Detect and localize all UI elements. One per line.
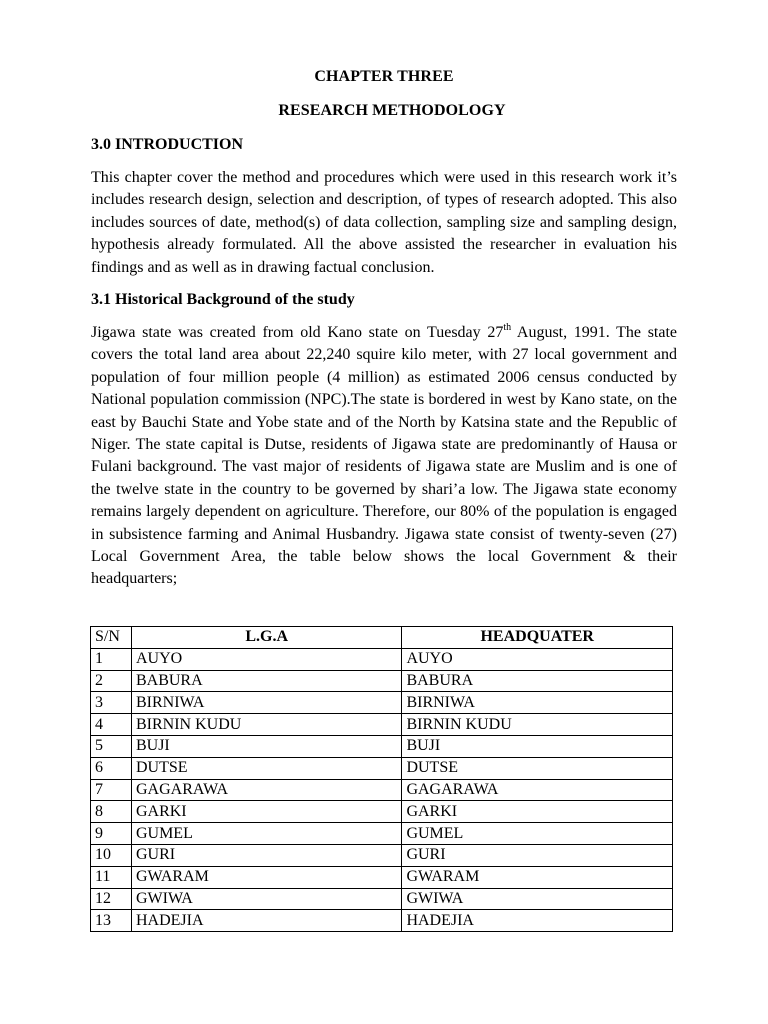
cell-lga: DUTSE xyxy=(131,757,401,779)
table-row xyxy=(91,714,673,736)
cell-lga: GARKI xyxy=(131,801,401,823)
cell-sn: 12 xyxy=(91,888,132,910)
table-row xyxy=(91,735,673,757)
cell-headquarter: GWARAM xyxy=(402,866,673,888)
cell-lga: BIRNIN KUDU xyxy=(131,714,401,736)
cell-sn: 6 xyxy=(91,757,132,779)
table-body xyxy=(91,648,673,931)
cell-lga: AUYO xyxy=(131,648,401,670)
chapter-subtitle: RESEARCH METHODOLOGY xyxy=(278,102,506,119)
header-lga: L.G.A xyxy=(131,627,401,649)
cell-headquarter: DUTSE xyxy=(402,757,673,779)
table-row xyxy=(91,692,673,714)
cell-lga: HADEJIA xyxy=(131,910,401,932)
cell-sn: 13 xyxy=(91,910,132,932)
cell-sn: 4 xyxy=(91,714,132,736)
cell-sn: 3 xyxy=(91,692,132,714)
intro-paragraph: This chapter cover the method and procedures which were used in this research work it’s includes research design, selection and description, of types of research adopted. This also includes sources of date, method(s) of data collection, sampling size and sampling design, hypothesis already formulated. All the above assisted the researcher in evaluation his findings and as well as in drawing factual conclusion. xyxy=(91,169,677,276)
cell-headquarter: BIRNIWA xyxy=(402,692,673,714)
intro-heading: 3.0 INTRODUCTION xyxy=(91,136,244,153)
cell-headquarter: GUMEL xyxy=(402,823,673,845)
table-row xyxy=(91,844,673,866)
header-sn: S/N xyxy=(91,627,132,649)
history-text-rest: August, 1991. The state covers the total land area about 22,240 squire kilo meter, with 27 local government and population of four million people (4 million) as estimated 2006 census conducted by National population commission (NPC).The state is bordered in west by Kano state, on the east by Bauchi State and Yobe state and of the North by Katsina state and the Republic of Niger. The state capital is Dutse, residents of Jigawa state are predominantly of Hausa or Fulani background. The vast major of residents of Jigawa state are Muslim and is one of the twelve state in the country to be governed by shari’a low. The Jigawa state economy remains largely dependent on agriculture. Therefore, our 80% of the population is engaged in subsistence farming and Animal Husbandry. Jigawa state consist of twenty-seven (27) Local Government Area, the table below shows the local Government & their headquarters; xyxy=(91,324,678,588)
chapter-title: CHAPTER THREE xyxy=(314,68,454,85)
cell-headquarter: HADEJIA xyxy=(402,910,673,932)
history-text-start: Jigawa state was created from old Kano state on Tuesday 27 xyxy=(91,324,504,341)
cell-sn: 8 xyxy=(91,801,132,823)
cell-sn: 9 xyxy=(91,823,132,845)
cell-headquarter: BUJI xyxy=(402,735,673,757)
table-row xyxy=(91,910,673,932)
cell-sn: 5 xyxy=(91,735,132,757)
cell-sn: 2 xyxy=(91,670,132,692)
cell-lga: GWARAM xyxy=(131,866,401,888)
cell-headquarter: AUYO xyxy=(402,648,673,670)
table-row xyxy=(91,757,673,779)
table-row xyxy=(91,823,673,845)
lga-table xyxy=(90,626,673,932)
cell-headquarter: GURI xyxy=(402,844,673,866)
table-header-row xyxy=(91,627,673,649)
table-row xyxy=(91,888,673,910)
cell-lga: GWIWA xyxy=(131,888,401,910)
cell-lga: BABURA xyxy=(131,670,401,692)
table-row xyxy=(91,779,673,801)
table-row xyxy=(91,801,673,823)
cell-sn: 7 xyxy=(91,779,132,801)
header-headquarter: HEADQUATER xyxy=(402,627,673,649)
cell-lga: BUJI xyxy=(131,735,401,757)
cell-lga: BIRNIWA xyxy=(131,692,401,714)
history-paragraph xyxy=(91,322,677,591)
table-row xyxy=(91,670,673,692)
cell-lga: GUMEL xyxy=(131,823,401,845)
table-row xyxy=(91,648,673,670)
cell-sn: 10 xyxy=(91,844,132,866)
table-row xyxy=(91,866,673,888)
cell-headquarter: BIRNIN KUDU xyxy=(402,714,673,736)
cell-lga: GURI xyxy=(131,844,401,866)
cell-sn: 1 xyxy=(91,648,132,670)
cell-lga: GAGARAWA xyxy=(131,779,401,801)
cell-headquarter: GARKI xyxy=(402,801,673,823)
cell-sn: 11 xyxy=(91,866,132,888)
cell-headquarter: BABURA xyxy=(402,670,673,692)
ordinal-suffix: th xyxy=(503,321,512,333)
cell-headquarter: GWIWA xyxy=(402,888,673,910)
cell-headquarter: GAGARAWA xyxy=(402,779,673,801)
history-heading: 3.1 Historical Background of the study xyxy=(91,291,355,308)
